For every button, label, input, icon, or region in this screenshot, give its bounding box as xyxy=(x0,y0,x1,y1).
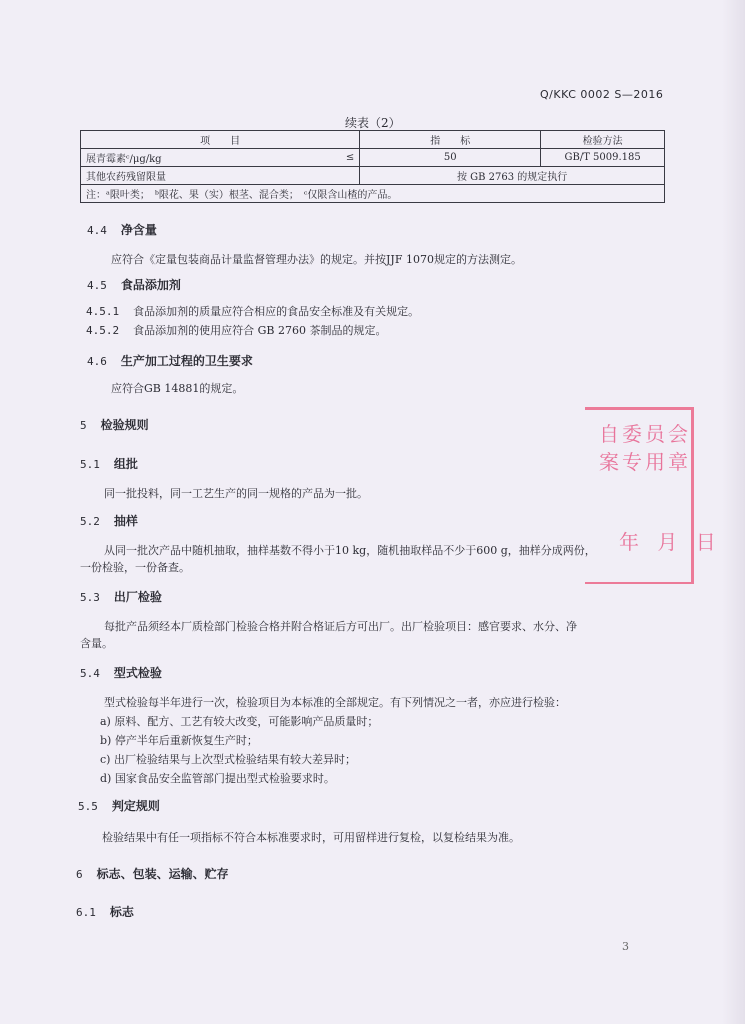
clause-text: 食品添加剂的质量应符合相应的食品安全标准及有关规定。 xyxy=(133,305,420,318)
cell-item: 其他农药残留限量 xyxy=(81,167,360,185)
section-heading-5-2 xyxy=(80,512,138,529)
paragraph-line: 从同一批次产品中随机抽取，抽样基数不得小于10 kg，随机抽取样品不少于600 g，抽样分成两份， xyxy=(104,544,596,557)
section-number: 4.4 xyxy=(87,224,107,237)
section-heading-4-4 xyxy=(87,221,157,238)
cell-method: GB/T 5009.185 xyxy=(541,149,665,167)
paragraph-line: 含量。 xyxy=(80,637,113,650)
clause-number: 4.5.2 xyxy=(86,324,120,337)
section-heading-6 xyxy=(76,865,229,882)
section-title: 型式检验 xyxy=(113,666,162,680)
section-title: 检验规则 xyxy=(100,418,149,432)
table-row xyxy=(81,149,665,167)
section-heading-5-1 xyxy=(80,455,138,472)
section-heading-5 xyxy=(80,416,149,433)
paragraph-line: 每批产品须经本厂质检部门检验合格并附合格证后方可出厂。出厂检验项目：感官要求、水分、净 xyxy=(104,620,577,633)
section-heading-4-5 xyxy=(87,276,181,293)
paragraph-line: 一份检验，一份备查。 xyxy=(80,561,190,574)
clause-number: 4.5.1 xyxy=(86,305,120,318)
section-number: 4.6 xyxy=(87,355,107,368)
section-title: 生产加工过程的卫生要求 xyxy=(120,354,253,368)
section-title: 食品添加剂 xyxy=(120,278,181,292)
section-number: 5.4 xyxy=(80,667,100,680)
table-row xyxy=(81,167,665,185)
section-number: 6.1 xyxy=(76,906,96,919)
section-number: 5.5 xyxy=(78,800,98,813)
list-item: d) 国家食品安全监管部门提出型式检验要求时。 xyxy=(100,772,335,785)
section-title: 组批 xyxy=(113,457,138,471)
paragraph: 检验结果中有任一项指标不符合本标准要求时，可用留样进行复检，以复检结果为准。 xyxy=(102,831,520,844)
section-heading-5-3 xyxy=(80,588,162,605)
page-number: 3 xyxy=(622,940,629,953)
section-title: 标志 xyxy=(109,905,134,919)
section-title: 出厂检验 xyxy=(113,590,162,604)
clause-4-5-2 xyxy=(86,322,386,339)
table-note-row xyxy=(81,185,665,203)
header-item: 项 目 xyxy=(81,131,360,149)
stamp-date: 年 月 日 xyxy=(619,530,722,554)
section-heading-4-6 xyxy=(87,352,253,369)
section-number: 5.1 xyxy=(80,458,100,471)
clause-text: 食品添加剂的使用应符合 GB 2760 茶制品的规定。 xyxy=(133,324,387,337)
paragraph: 同一批投料，同一工艺生产的同一规格的产品为一批。 xyxy=(104,487,368,500)
list-item: c) 出厂检验结果与上次型式检验结果有较大差异时； xyxy=(100,753,356,766)
clause-4-5-1 xyxy=(86,303,419,320)
section-title: 抽样 xyxy=(113,514,138,528)
cell-item: 展青霉素ᶜ/μg/kg xyxy=(81,149,330,167)
header-indicator: 指 标 xyxy=(360,131,541,149)
approval-stamp xyxy=(585,407,722,584)
section-heading-6-1 xyxy=(76,903,134,920)
section-title: 标志、包装、运输、贮存 xyxy=(96,867,229,881)
section-number: 5.2 xyxy=(80,515,100,528)
section-title: 判定规则 xyxy=(111,799,160,813)
limits-table xyxy=(80,130,665,203)
cell-value: 50 xyxy=(360,149,541,167)
list-item: a) 原料、配方、工艺有较大改变，可能影响产品质量时； xyxy=(100,715,379,728)
document-code: Q/KKC 0002 S—2016 xyxy=(540,88,664,101)
paragraph: 应符合《定量包装商品计量监督管理办法》的规定。并按JJF 1070规定的方法测定。 xyxy=(111,253,522,266)
section-number: 5.3 xyxy=(80,591,100,604)
list-item: b) 停产半年后重新恢复生产时； xyxy=(100,734,258,747)
section-number: 4.5 xyxy=(87,279,107,292)
table-header-row xyxy=(81,131,665,149)
paragraph: 应符合GB 14881的规定。 xyxy=(111,382,244,395)
table-caption: 续表（2） xyxy=(345,116,401,130)
stamp-line: 自委员会 xyxy=(599,422,691,446)
section-number: 6 xyxy=(76,868,83,881)
cell-operator: ≤ xyxy=(329,149,360,167)
header-method: 检验方法 xyxy=(541,131,665,149)
section-heading-5-5 xyxy=(78,797,160,814)
table-note: 注：ᵃ限叶类； ᵇ限花、果（实）根茎、混合类； ᶜ仅限含山楂的产品。 xyxy=(81,185,665,203)
paragraph: 型式检验每半年进行一次，检验项目为本标准的全部规定。有下列情况之一者，亦应进行检验： xyxy=(104,696,566,709)
scan-edge-shadow xyxy=(722,0,745,1024)
section-title: 净含量 xyxy=(120,223,157,237)
cell-value: 按 GB 2763 的规定执行 xyxy=(360,167,665,185)
section-number: 5 xyxy=(80,419,87,432)
section-heading-5-4 xyxy=(80,664,162,681)
stamp-line: 案专用章 xyxy=(599,450,691,474)
